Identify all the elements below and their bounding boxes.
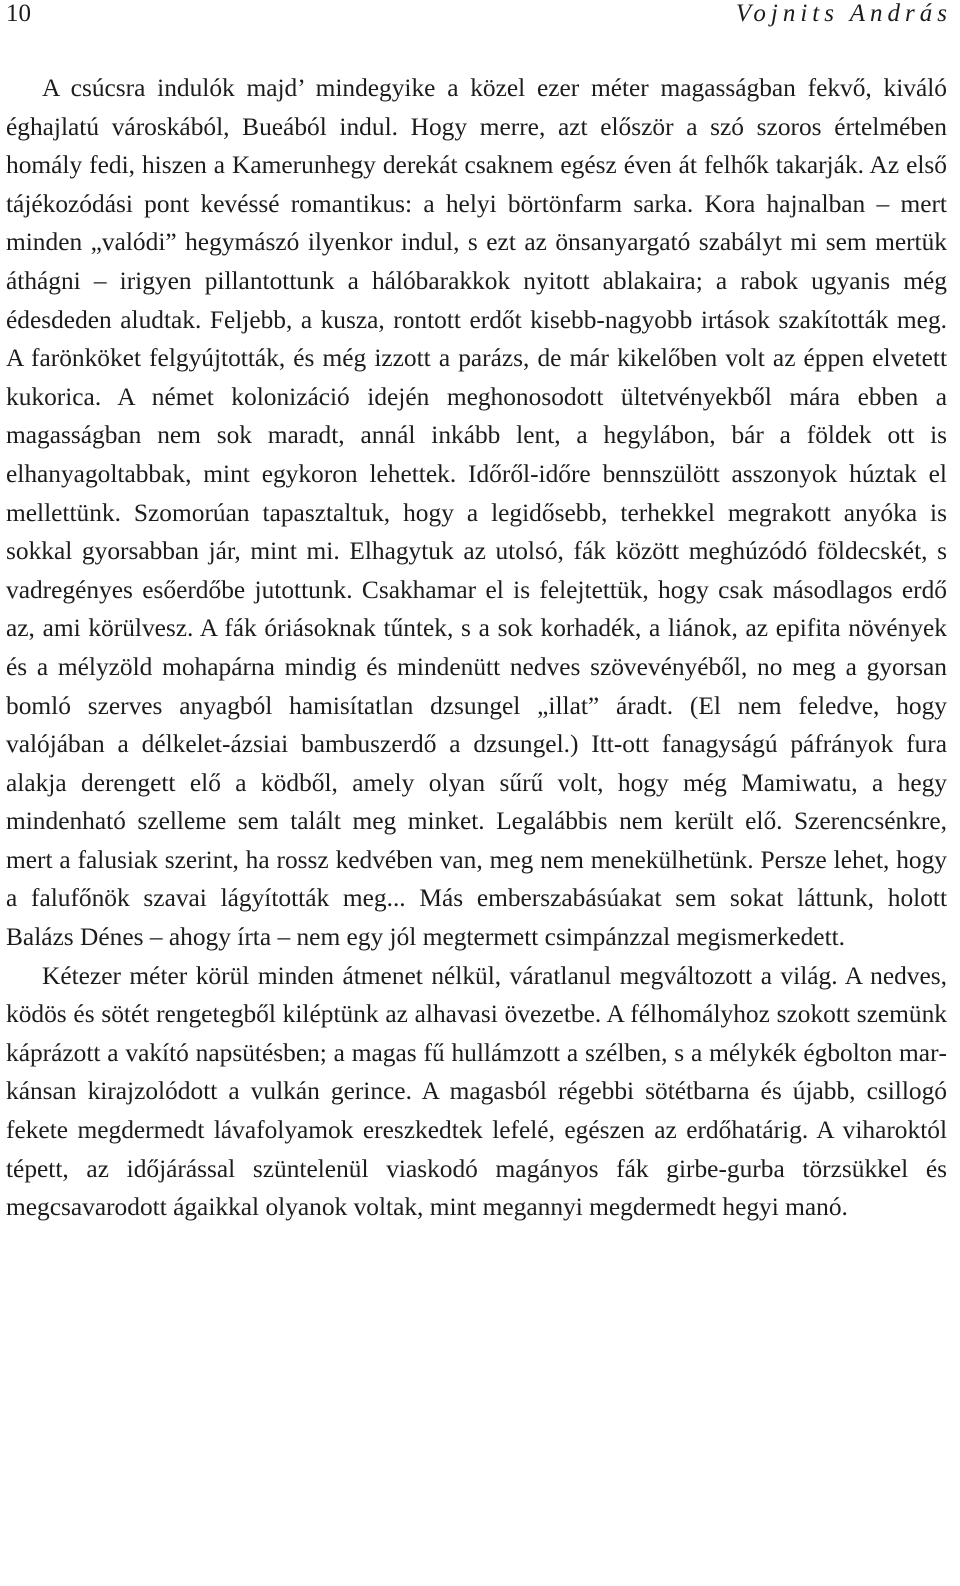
page-number: 10	[6, 0, 31, 27]
body-text	[6, 69, 947, 1227]
paragraph: A csúcsra indulók majd’ mindegyike a közel ezer méter magasságban fekvő, kiváló éghajlatú városkából, Bueából indul. Hogy merre, azt először a szó szoros értelmében homály fedi, hiszen a Kamerunhegy derekát csaknem egész éven át felhők takarják. Az első tájékozódási pont kevéssé romantikus: a helyi börtönfarm sarka. Kora hajnalban – mert minden „valódi” hegymászó ilyenkor indul, s ezt az önsanyargató szabályt mi sem mertük áthágni – irigyen pillantottunk a hálóbarakkok nyitott ablakaira; a rabok ugyanis még édesdeden aludtak. Feljebb, a kusza, rontott erdőt kisebb-nagyobb irtások szakították meg. A farönköket felgyújtották, és még izzott a parázs, de már kikelőben volt az éppen elvetett kukorica. A német kolonizáció idején meghonosodott ültetvényekből mára ebben a magasságban nem sok maradt, annál inkább lent, a hegylábon, bár a földek ott is elhanyagoltabbak, mint egykoron lehettek. Időről-időre bennszülött asszonyok húztak el mellettünk. Szomorúan tapasztaltuk, hogy a legidősebb, terhekkel megrakott anyóka is sokkal gyorsabban jár, mint mi. Elhagytuk az utolsó, fák között meghúzódó földecskét, s vadregényes esőerdőbe jutottunk. Csakhamar el is felejtettük, hogy csak másodlagos erdő az, ami körülvesz. A fák óriásoknak tűntek, s a sok korhadék, a liánok, az epifita növények és a mélyzöld mohapárna mindig és mindenütt nedves szövevényéből, no meg a gyorsan bomló szerves anyagból hamisítatlan dzsungel „illat” áradt. (El nem feledve, hogy valójában a délkelet-ázsiai bambuszerdő a dzsungel.) Itt-ott fanagyságú páfrányok fura alakja derengett elő a ködből, amely olyan sűrű volt, hogy még Mamiwatu, a hegy mindenható szelleme sem talált meg minket. Legalábbis nem került elő. Szerencsénkre, mert a falusiak szerint, ha rossz kedvében van, meg nem menekülhetünk. Persze lehet, hogy a falufőnök szavai lágyították meg... Más emberszabásúakat sem sokat láttunk, holott Balázs Dénes – ahogy írta – nem egy jól megtermett csimpánzzal megismerkedett.	[6, 74, 947, 952]
paragraph: Kétezer méter körül minden átmenet nélkül, váratlanul megváltozott a világ. A nedves, ködös és sötét rengetegből kiléptünk az alhavasi övezetbe. A félhomályhoz szokott szemünk káprázott a vakító napsütésben; a magas fű hullámzott a szélben, s a mélykék égbolton markánsan kirajzolódott a vulkán gerince. A magasból régebbi sötétbarna és újabb, csillogó fekete megdermedt lávafolyamok ereszkedtek lefelé, egészen az erdőhatárig. A viharoktól tépett, az időjárással szüntelenül viaskodó magányos fák girbe-gurba törzsükkel és megcsavarodott ágaikkal olyanok voltak, mint megannyi megdermedt hegyi manó.	[6, 961, 947, 1222]
page-header	[0, 0, 960, 36]
running-head-author: Vojnits András	[735, 0, 952, 27]
